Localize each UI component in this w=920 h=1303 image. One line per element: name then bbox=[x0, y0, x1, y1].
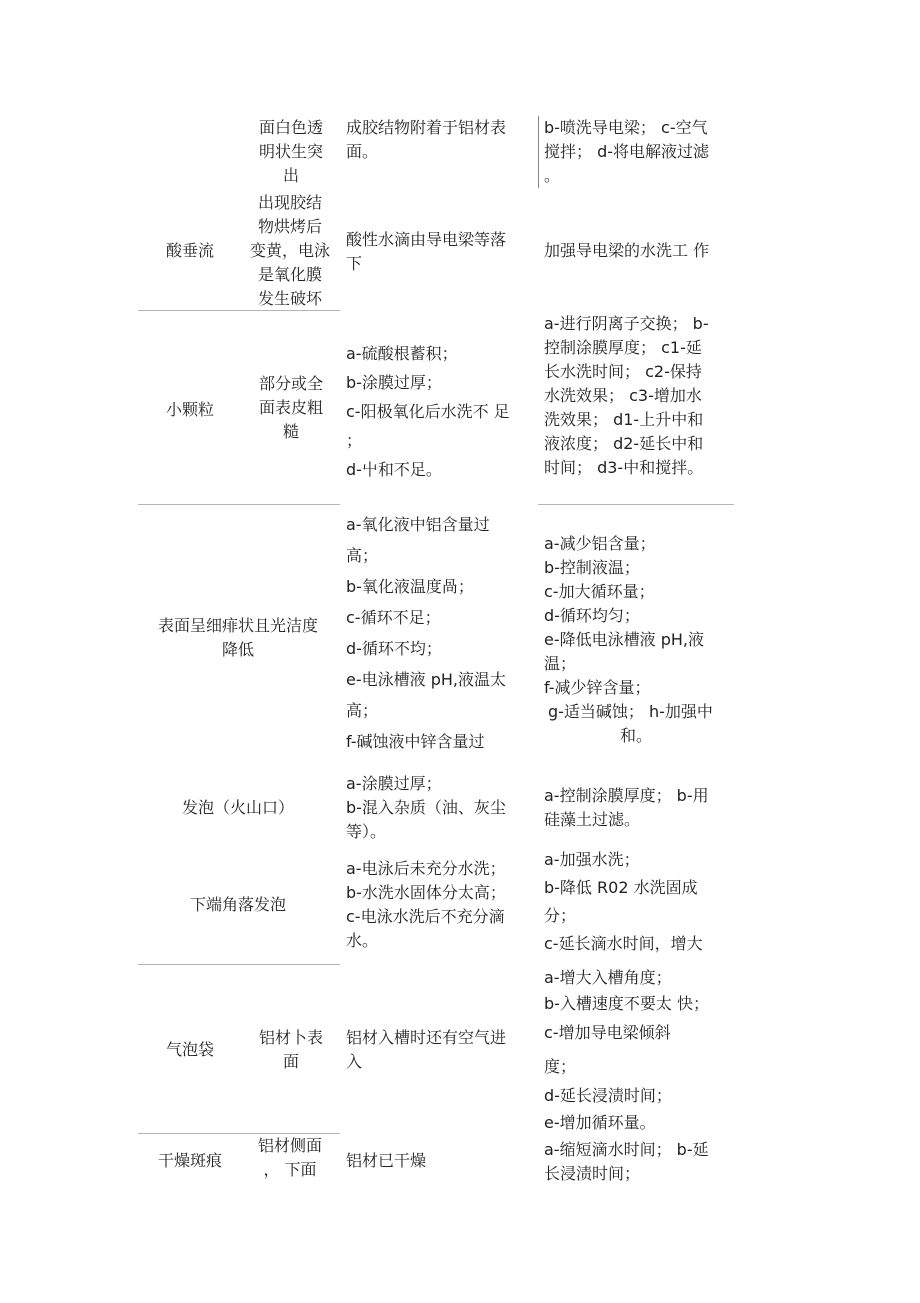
row6-remedy-line-3: c-增加导电梁倾斜 bbox=[544, 1023, 671, 1042]
row2-cause: a-硫酸根蓄积； b-涂膜过厚； c-阳极氧化后水洗不 足 ； d-屮和不足。 bbox=[346, 344, 510, 479]
row4-defect: 发泡（火山口） bbox=[181, 798, 294, 817]
column-divider bbox=[538, 116, 539, 188]
row3-remedy: a-减少铝含量； b-控制液温； c-加大循环量； d-循环均匀； e-降低电泳槽液 pH,液 温； f-减少锌含量； g-适当碱蚀； h-加强中 和。 bbox=[544, 534, 713, 745]
row-divider bbox=[138, 964, 340, 965]
row0-location: 面白色透 明状生突 出 bbox=[258, 118, 323, 185]
row6-remedy-line-2: b-入槽速度不要太 快； bbox=[544, 994, 710, 1013]
row-divider bbox=[138, 310, 340, 311]
row7-cause: 铝材已干燥 bbox=[346, 1151, 427, 1170]
row-divider bbox=[538, 504, 734, 505]
row6-remedy-line-1: a-增大入槽角度； bbox=[544, 968, 672, 987]
row6-remedy-line-6: e-增加循环量。 bbox=[544, 1113, 656, 1132]
row6-remedy-line-4: 度； bbox=[544, 1057, 577, 1076]
row-divider bbox=[138, 504, 340, 505]
row6-defect: 气泡袋 bbox=[165, 1040, 214, 1059]
row6-cause: 铝材入槽时还有空气进 入 bbox=[346, 1028, 507, 1071]
row1-location: 出现胶结 物烘烤后 变黄，电泳 是氧化膜 发生破坏 bbox=[249, 193, 330, 308]
row1-remedy: 加强导电梁的水洗工 作 bbox=[544, 241, 710, 260]
row4-cause: a-涂膜过厚； b-混入杂质（油、灰尘 等）。 bbox=[346, 774, 506, 841]
row6-remedy-line-5: d-延长浸渍时间； bbox=[544, 1086, 672, 1105]
row2-remedy: a-进行阴离子交换； b- 控制涂膜厚度； c1-延 长水洗时间； c2-保持 水洗效果； c3-增加水 洗效果； d1-上升中和 液浓度； d2-延长中和 时间； d3-中和搅拌。 bbox=[544, 314, 709, 477]
row3-cause: a-氧化液中铝含量过 高； b-氧化液温度咼； c-循环不足； d-循环不均； e-电泳槽液 pH,液温太 高； f-碱蚀液中锌含量过 bbox=[346, 515, 506, 751]
row5-cause: a-电泳后未充分水洗； b-水洗水固体分太高； c-电泳水洗后不充分滴 水。 bbox=[346, 859, 506, 950]
row6-location: 铝材卜表 面 bbox=[258, 1028, 323, 1071]
row2-defect: 小颗粒 bbox=[165, 400, 214, 419]
row2-location: 部分或全 面表皮粗 糙 bbox=[258, 374, 323, 441]
row1-cause: 酸性水滴由导电梁等落 下 bbox=[346, 230, 507, 273]
row5-remedy: a-加强水洗； b-降低 R02 水洗固成 分； c-延长滴水时间，增大 bbox=[544, 850, 703, 953]
row7-remedy: a-缩短滴水时间； b-延 长浸渍时间； bbox=[544, 1140, 709, 1183]
row0-remedy: b-喷洗导电梁； c-空气 搅拌； d-将电解液过滤 。 bbox=[544, 118, 710, 185]
row3-defect: 表面呈细痱状且光洁度 降低 bbox=[157, 616, 318, 659]
row0-cause: 成胶结物附着于铝材表 面。 bbox=[346, 118, 507, 161]
row1-defect: 酸垂流 bbox=[165, 241, 214, 260]
row4-remedy: a-控制涂膜厚度； b-用 硅藻土过滤。 bbox=[544, 786, 709, 829]
row7-location: 铝材侧面 ， 下面 bbox=[257, 1136, 322, 1179]
row7-defect: 干燥斑痕 bbox=[157, 1151, 222, 1170]
row5-defect: 下端角落发泡 bbox=[189, 895, 286, 914]
